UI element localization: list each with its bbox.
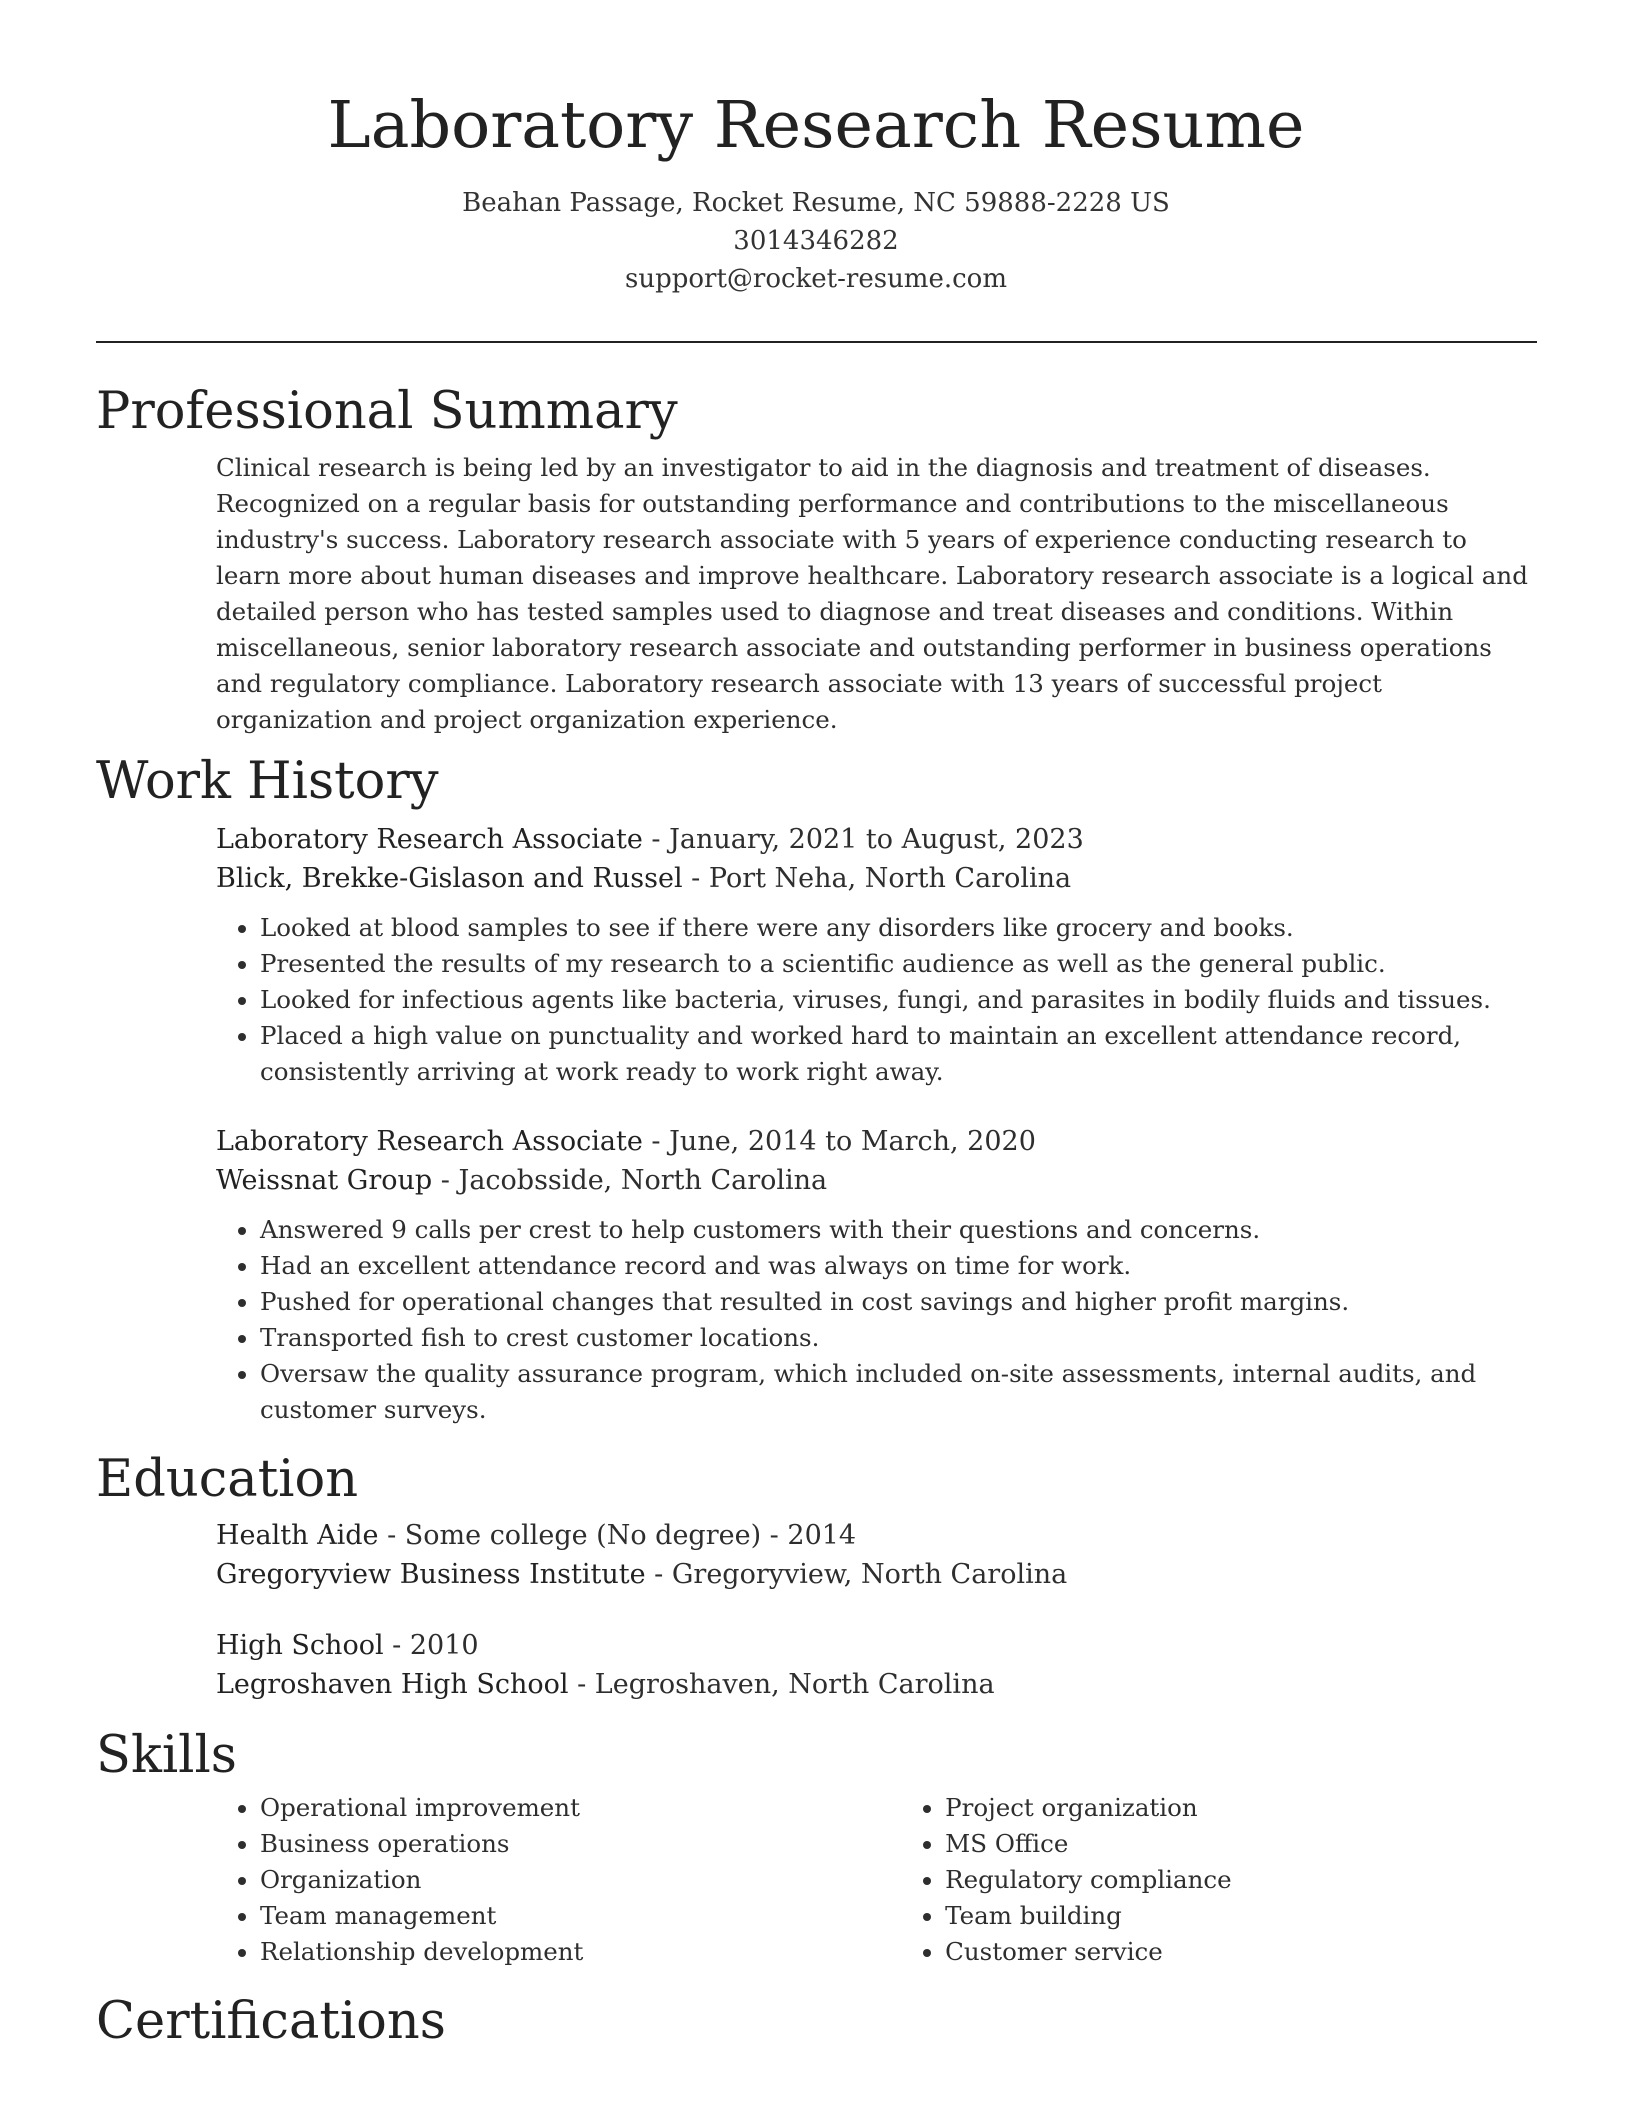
skill-item: • Team management xyxy=(260,1898,901,1934)
education-school: Gregoryview Business Institute xyxy=(216,1559,646,1590)
resume-header xyxy=(0,0,1632,298)
education-location: - Legroshaven, North Carolina xyxy=(568,1669,995,1700)
certifications-section xyxy=(96,1990,1537,2054)
job-duty-item: • Answered 9 calls per crest to help customers with their questions and concerns. xyxy=(260,1212,1537,1248)
contact-block xyxy=(0,184,1632,298)
job-company: Weissnat Group xyxy=(216,1165,433,1196)
skill-item: • Team building xyxy=(945,1898,1537,1934)
skill-item: • MS Office xyxy=(945,1826,1537,1862)
job-company-line xyxy=(216,1161,1537,1200)
education-school-line xyxy=(216,1665,1537,1704)
contact-email: support@rocket-resume.com xyxy=(624,264,1007,294)
education-details: - 2010 xyxy=(383,1630,479,1661)
education-degree: High School xyxy=(216,1630,384,1661)
job-company-line xyxy=(216,859,1537,898)
skill-item: • Organization xyxy=(260,1862,901,1898)
job-duty-item: • Transported fish to crest customer locations. xyxy=(260,1320,1537,1356)
job-entry xyxy=(216,820,1537,1090)
education-degree-line xyxy=(216,1516,1537,1555)
job-location: - Jacobsside, North Carolina xyxy=(432,1165,828,1196)
skills-list-left xyxy=(216,1790,901,1970)
education-school: Legroshaven High School xyxy=(216,1669,569,1700)
job-company: Blick, Brekke-Gislason and Russel xyxy=(216,863,683,894)
job-duty-item: • Looked at blood samples to see if there were any disorders like grocery and books. xyxy=(260,910,1537,946)
summary-section xyxy=(96,380,1537,738)
skill-item: • Relationship development xyxy=(260,1934,901,1970)
job-dates: - June, 2014 to March, 2020 xyxy=(642,1126,1036,1157)
job-role: Laboratory Research Associate xyxy=(216,824,643,855)
job-duty-item: • Oversaw the quality assurance program, which included on-site assessments, internal audits, and customer surveys. xyxy=(260,1356,1537,1428)
education-school-line xyxy=(216,1555,1537,1594)
work-history-heading: Work History xyxy=(96,752,439,811)
header-divider xyxy=(96,341,1537,343)
job-dates: - January, 2021 to August, 2023 xyxy=(642,824,1084,855)
summary-heading: Professional Summary xyxy=(96,382,678,441)
job-duties xyxy=(216,910,1537,1090)
skill-item: • Operational improvement xyxy=(260,1790,901,1826)
education-heading: Education xyxy=(96,1450,359,1509)
skills-list-right xyxy=(901,1790,1537,1970)
skill-item: • Customer service xyxy=(945,1934,1537,1970)
skill-item: • Business operations xyxy=(260,1826,901,1862)
education-section xyxy=(96,1448,1537,1704)
certifications-heading: Certifications xyxy=(96,1992,446,2051)
summary-text: Clinical research is being led by an investigator to aid in the diagnosis and treatment of diseases. Recognized on a regular basis for outstanding performance and contributions to the miscellaneous industry's success. Laboratory research associate with 5 years of experience conducting research to learn more about human diseases and improve healthcare. Laboratory research associate is a logical and detailed person who has tested samples used to diagnose and treat diseases and conditions. Within miscellaneous, senior laboratory research associate and outstanding performer in business operations and regulatory compliance. Laboratory research associate with 13 years of successful project organization and project organization experience. xyxy=(216,453,1528,734)
job-duty-item: • Presented the results of my research to a scientific audience as well as the general public. xyxy=(260,946,1537,982)
contact-phone: 3014346282 xyxy=(733,226,899,256)
education-entry xyxy=(216,1516,1537,1594)
work-history-section xyxy=(96,750,1537,1428)
skill-item: • Project organization xyxy=(945,1790,1537,1826)
job-title-line xyxy=(216,1122,1537,1161)
skill-item: • Regulatory compliance xyxy=(945,1862,1537,1898)
job-role: Laboratory Research Associate xyxy=(216,1126,643,1157)
education-degree-line xyxy=(216,1626,1537,1665)
job-duty-item: • Looked for infectious agents like bacteria, viruses, fungi, and parasites in bodily fluids and tissues. xyxy=(260,982,1537,1018)
job-duty-item: • Pushed for operational changes that resulted in cost savings and higher profit margins. xyxy=(260,1284,1537,1320)
skills-heading: Skills xyxy=(96,1726,237,1785)
job-duty-item: • Had an excellent attendance record and was always on time for work. xyxy=(260,1248,1537,1284)
job-duty-item: • Placed a high value on punctuality and worked hard to maintain an excellent attendance record, consistently arriving at work ready to work right away. xyxy=(260,1018,1537,1090)
resume-title: Laboratory Research Resume xyxy=(327,88,1305,163)
skills-grid xyxy=(216,1790,1537,1970)
education-degree: Health Aide xyxy=(216,1520,379,1551)
education-entry xyxy=(216,1626,1537,1704)
resume-content xyxy=(96,380,1537,2054)
job-title-line xyxy=(216,820,1537,859)
skills-section xyxy=(96,1724,1537,1970)
education-location: - Gregoryview, North Carolina xyxy=(645,1559,1068,1590)
job-location: - Port Neha, North Carolina xyxy=(682,863,1072,894)
education-details: - Some college (No degree) - 2014 xyxy=(378,1520,857,1551)
job-entry xyxy=(216,1122,1537,1428)
job-duties xyxy=(216,1212,1537,1428)
contact-address: Beahan Passage, Rocket Resume, NC 59888-2228 US xyxy=(462,188,1170,218)
